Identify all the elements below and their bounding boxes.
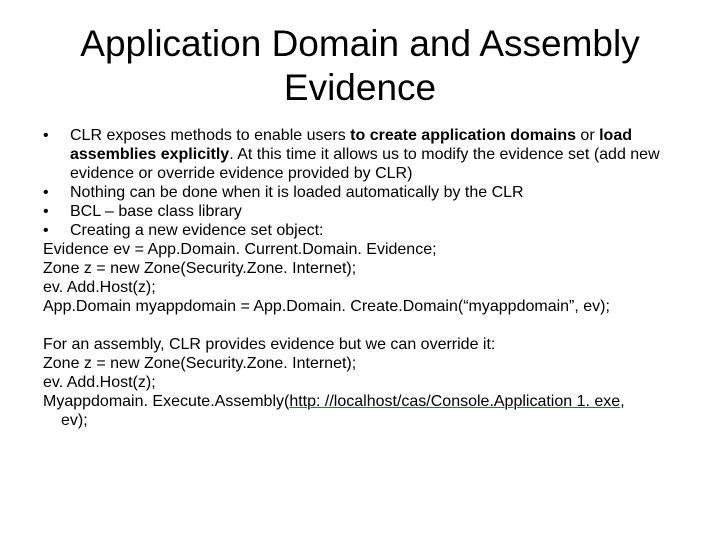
code-line-zone: Zone z = new Zone(Security.Zone. Internet); — [43, 260, 357, 277]
bullet-1-bold-b: load assemblies explicitly — [70, 127, 632, 163]
execute-prefix: Myappdomain. Execute.Assembly( — [43, 393, 290, 410]
code-line-addhost: ev. Add.Host(z); — [43, 279, 156, 296]
slide-body — [43, 126, 683, 430]
assembly-code-zone: Zone z = new Zone(Security.Zone. Internet); — [43, 355, 357, 372]
bullet-1-bold-a: to create application domains — [350, 127, 576, 144]
code-line-evidence: Evidence ev = App.Domain. Current.Domain. Evidence; — [43, 241, 437, 258]
bullet-item-1 — [43, 126, 683, 183]
bullet-1-text-b: or — [575, 127, 600, 144]
bullet-text-2: Nothing can be done when it is loaded automatically by the CLR — [70, 184, 524, 201]
assembly-url-link[interactable]: http: //localhost/cas/Console.Application 1. exe — [289, 393, 621, 410]
execute-continuation: ev); — [61, 412, 88, 429]
code-line-createdomain: App.Domain myappdomain = App.Domain. Create.Domain(“myappdomain”, ev); — [43, 298, 610, 315]
bullet-dot-icon: • — [43, 184, 49, 201]
bullet-text-3: BCL – base class library — [70, 203, 242, 220]
bullet-1-text-c: . At this time it allows us to modify the evidence set (add new evidence or override evidence provided by CLR) — [70, 146, 660, 182]
execute-suffix: , — [620, 393, 625, 410]
slide-title-line-2: Evidence — [283, 67, 437, 108]
bullet-item-3 — [43, 202, 683, 221]
bullet-text-1 — [70, 126, 683, 183]
bullet-item-2 — [43, 183, 683, 202]
slide-title-line-1: Application Domain and Assembly — [80, 23, 640, 64]
assembly-code-addhost: ev. Add.Host(z); — [43, 374, 156, 391]
bullet-item-4 — [43, 221, 683, 240]
bullet-dot-icon: • — [43, 222, 49, 239]
bullet-text-4: Creating a new evidence set object: — [70, 222, 324, 239]
slide-title — [0, 22, 720, 110]
assembly-code-execute — [43, 392, 683, 430]
paragraph-spacer — [43, 316, 683, 335]
bullet-1-text-a: CLR exposes methods to enable users — [70, 127, 351, 144]
bullet-dot-icon: • — [43, 203, 49, 220]
bullet-dot-icon: • — [43, 127, 49, 144]
assembly-intro: For an assembly, CLR provides evidence but we can override it: — [43, 336, 496, 353]
